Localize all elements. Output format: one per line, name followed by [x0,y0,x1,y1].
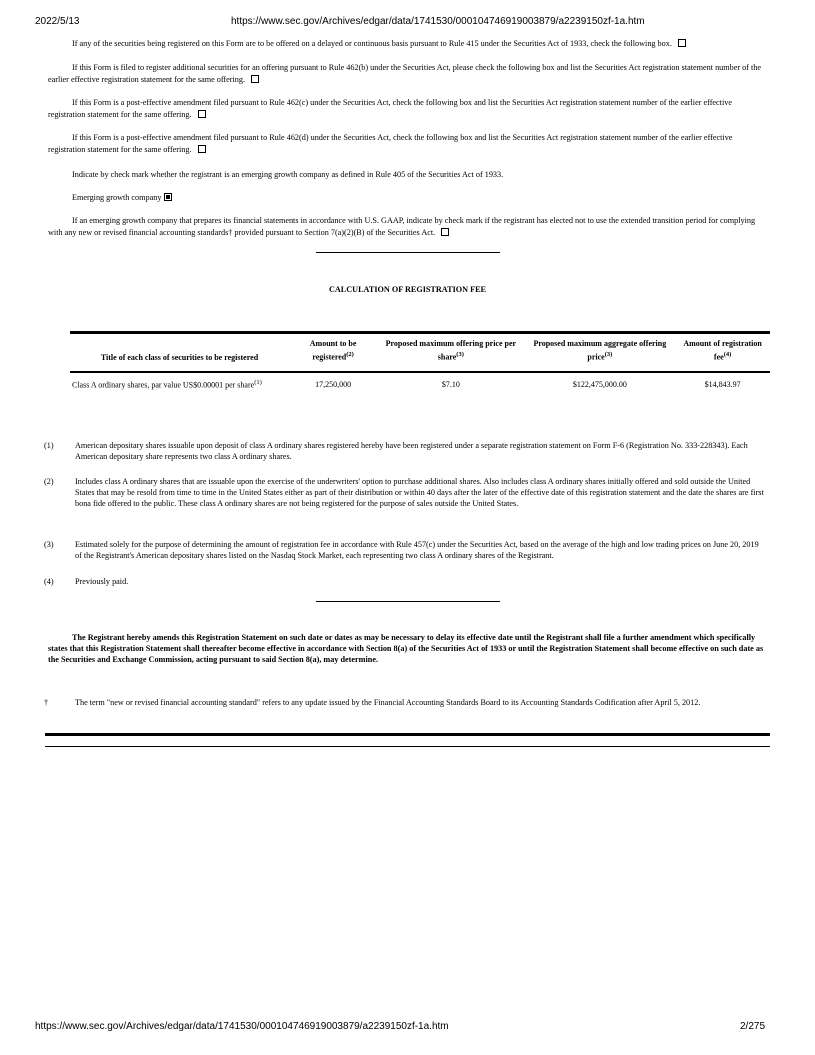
col-header-amount: Amount to be registered$^{(2)}$ [289,334,377,372]
footnote-2: (2) Includes class A ordinary shares that are issuable upon the exercise of the underwriters' option to purchase additional shares. Also includes class A ordinary shares initially offered and sold outside the United States that may be resold from time to time in the United States either as part of their distribution or within 40 days after the later of the effective date of this registration statement and the date the shares are first bona fide offered to the public. These class A ordinary shares are not being registered for the purpose of sales outside the United States. [44,477,764,508]
footnote-1: (1) American depositary shares issuable upon deposit of class A ordinary shares registered hereby have been registered under a separate registration statement on Form F-6 (Registration No. 333-228343). Each American depositary share represents two class A ordinary shares. [44,441,748,461]
delaying-amendment: The Registrant hereby amends this Registration Statement on such date or dates as may be necessary to delay its effective date until the Registrant shall file a further amendment which specifically states that this Registration Statement shall thereafter become effective in accordance with Section 8(a) of the Securities Act of 1933 or until the Registration Statement shall become effective on such date as the Securities and Exchange Commission, acting pursuant to said Section 8(a), may determine. [48,633,764,664]
col-header-price-per-share: Proposed maximum offering price per share$^{(3)}$ [377,334,524,372]
paragraph-rule-415 [48,38,770,50]
print-date: 2022/5/13 [35,16,80,27]
fee-table-title: CALCULATION OF REGISTRATION FEE [328,285,487,294]
col-header-aggregate-price: Proposed maximum aggregate offering price$^{(3)}$ [524,334,675,372]
footnote-4: (4) Previously paid. [44,577,129,586]
cell-price-per-share: $7.10 [441,380,460,390]
paragraph-rule-462b [48,62,770,86]
footer-url: https://www.sec.gov/Archives/edgar/data/1741530/000104746919003879/a2239150zf-1a.htm [35,1021,449,1032]
thin-rule [45,746,770,747]
checkbox-rule-462d[interactable] [198,145,206,153]
emerging-growth-line [48,192,770,204]
page-number: 2/275 [740,1021,766,1032]
registration-fee-table [70,334,770,395]
paragraph-text: If this Form is a post-effective amendment filed pursuant to Rule 462(c) under the Securities Act, check the following box and list the Securities Act registration statement number of the earlier effective registration statement for the same offering. [48,98,732,119]
cell-aggregate-price: $122,475,000.00 [572,380,627,390]
checkbox-rule-462c[interactable] [198,110,206,118]
checkbox-rule-415[interactable] [678,39,686,47]
checkbox-transition-period[interactable] [441,228,449,236]
cell-amount: 17,250,000 [315,380,352,390]
checkbox-emerging-growth-checked[interactable] [164,193,172,201]
paragraph-text: If this Form is a post-effective amendment filed pursuant to Rule 462(d) under the Securities Act, check the following box and list the Securities Act registration statement number of the earlier effective registration statement for the same offering. [48,133,733,154]
paragraph-text: If any of the securities being registered on this Form are to be offered on a delayed or continuous basis pursuant to Rule 415 under the Securities Act of 1933, check the following box. [72,39,672,48]
table-row [70,372,770,396]
footnote-3: (3) Estimated solely for the purpose of determining the amount of registration fee in accordance with Rule 457(c) under the Securities Act, based on the average of the high and low trading prices on June 20, 2019 of the Registrant's American depositary shares listed on the Nasdaq Stock Market, each representing two class A ordinary shares of the Registrant. [44,540,759,560]
paragraph-rule-462c [48,97,770,121]
paragraph-emerging-growth: Indicate by check mark whether the registrant is an emerging growth company as defined in Rule 405 of the Securities Act of 1933. [72,170,504,179]
emerging-growth-label: Emerging growth company [72,193,162,202]
thick-rule [45,733,770,736]
divider [316,252,500,253]
paragraph-text: If this Form is filed to register additional securities for an offering pursuant to Rule 462(b) under the Securities Act, please check the following box and list the Securities Act registration statement number of the earlier effective registration statement for the same offering. [48,63,762,84]
col-header-title: Title of each class of securities to be registered [70,334,289,372]
cell-fee: $14,843.97 [704,380,741,390]
print-url: https://www.sec.gov/Archives/edgar/data/1741530/000104746919003879/a2239150zf-1a.htm [231,16,645,27]
col-header-fee: Amount of registration fee$^{(4)}$ [675,334,770,372]
cell-title: Class A ordinary shares, par value US$0.00001 per share$^{(1)}$ [72,378,262,390]
paragraph-text: If an emerging growth company that prepares its financial statements in accordance with U.S. GAAP, indicate by check mark if the registrant has elected not to use the extended transition period for complying with any new or revised financial accounting standards† provided pursuant to Section 7(a)(2)(B) of the Securities Act. [48,216,756,237]
divider [316,601,500,602]
table-header-row [70,334,770,372]
paragraph-rule-462d [48,132,770,156]
paragraph-transition-period [48,215,770,239]
checkbox-rule-462b[interactable] [251,75,259,83]
dagger-note: † The term "new or revised financial accounting standard" refers to any update issued by the Financial Accounting Standards Board to its Accounting Standards Codification after April 5, 2012. [44,698,701,707]
